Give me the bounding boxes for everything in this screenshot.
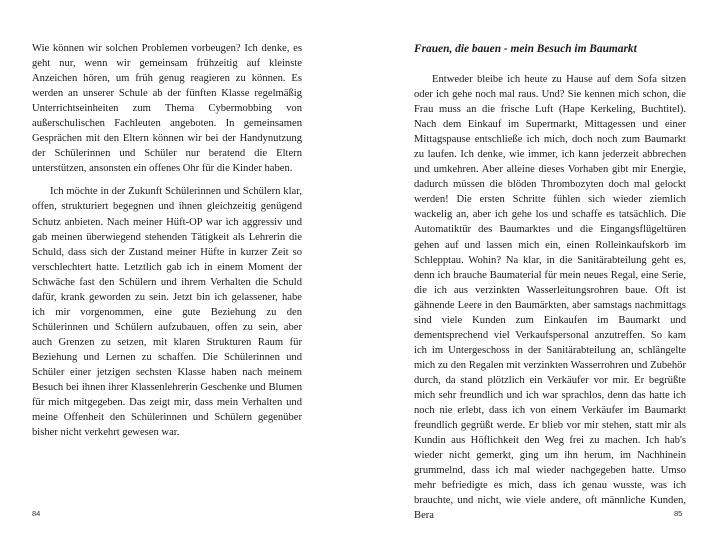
right-page-body (414, 72, 686, 523)
paragraph: Ich möchte in der Zukunft Schülerinnen und Schülern klar, offen, strukturiert begegnen und ihnen gleichzeitig genügend Schutz anbieten. Nach meiner Hüft-OP war ich aggressiv und gab meinen überwiegend stehenden Tätigkeit als Lehrerin die Schuld, dass sich der Zustand meiner Hüfte in kurzer Zeit so verschlechtert hatte. Letztlich gab ich in einem Moment der Schwäche fast den Schülern und ihrem Verhalten die Schuld dafür, krank geworden zu sein. Jetzt bin ich gelassener, habe ich mir vorgenommen, eine gute Beziehung zu den Schülerinnen und Schülern aufzubauen, offen zu sein, aber auch Grenzen zu setzen, mit klaren Strukturen Raum für Beziehung und Lernen zu schaffen. Die Schülerinnen und Schüler einer jetzigen sechsten Klasse haben nach meinem Besuch bei ihnen ihrer Klassenlehrerin Geschenke und Blumen für mich mitgegeben. Das zeigt mir, dass mein Verhalten und meine Offenheit den Schülerinnen und Schülern gegenüber bisher nicht verkehrt gewesen war. (32, 186, 302, 439)
paragraph: Wie können wir solchen Problemen vorbeugen? Ich denke, es geht nur, wenn wir gemeinsam frühzeitig auf kleinste Anzeichen hören, um früh genug reagieren zu können. Es werden an unserer Schule ab der fünften Klasse regelmäßig Unterrichtseinheiten zum Thema Cybermobbing von außerschulischen Fachleuten angeboten. In gemeinsamen Gesprächen mit den Eltern können wir bei der Handynutzung der Schülerinnen und Schüler nur beratend die Eltern unterstützen, ansonsten ein offenes Ohr für die Kinder haben. (32, 43, 302, 175)
page-number: 84 (32, 509, 41, 518)
left-page-body (32, 41, 302, 440)
chapter-title: Frauen, die bauen - mein Besuch im Baumarkt (414, 43, 637, 55)
right-page (358, 0, 716, 550)
page-number: 85 (674, 509, 683, 518)
paragraph: Entweder bleibe ich heute zu Hause auf dem Sofa sitzen oder ich gehe noch mal raus. Und? Sie kennen mich schon, die Frau muss an die frische Luft (Hape Kerkeling, Buchtitel). Nach dem Einkauf im Supermarkt, Mittagessen und einer Mittagspause entschließe ich mich, doch noch zum Baumarkt zu laufen. Ich denke, wie immer, ich kann jederzeit abbrechen und umkehren. Aber alleine dieses Vorhaben gibt mir Energie, dadurch müssen die blöden Thrombozyten doch mal gelockt werden! Die ersten Schritte fühlen sich wieder ziemlich wackelig an, aber ich gehe los und schaffe es tatsächlich. Die Automatiktür des Baumarktes und die Eingangsflügeltüren gehen auf und lassen mich ein, einen Rolleinkaufskorb im Schlepptau. Wohin? Na klar, in die Sanitärabteilung geht es, denn ich brauche Baumaterial für mein neues Regal, eine Serie, die ich aus verzinkten Wasserleitungsrohren baue. Oft ist gähnende Leere in den Baumärkten, aber samstags nachmittags sind viele Kunden zum Einkaufen im Baumarkt und dementsprechend viel Verkaufspersonal anzutreffen. So kam ich im Untergeschoss in der Sanitärabteilung an, schlängelte mich zu den Regalen mit verzinkten Wasserrohren und Zubehör durch, da stand plötzlich ein Verkäufer vor mir. Er begrüßte mich sehr freundlich und ich war sprachlos, denn das hatte ich noch nie erlebt, dass ich von einem Verkäufer im Baumarkt freundlich gegrüßt werde. Er blieb vor mir stehen, statt mir als Kundin aus Höflichkeit den Weg frei zu machen. Ich hab's wieder nicht gemerkt, ging um ihn herum, im Nachhinein grummelnd, dass ich mal wieder nachgegeben hatte. Umso mehr befriedigte es mich, dass ich genau wusste, was ich brauchte, und nicht, wie viele andere, oft männliche Kunden, Bera (414, 74, 686, 522)
